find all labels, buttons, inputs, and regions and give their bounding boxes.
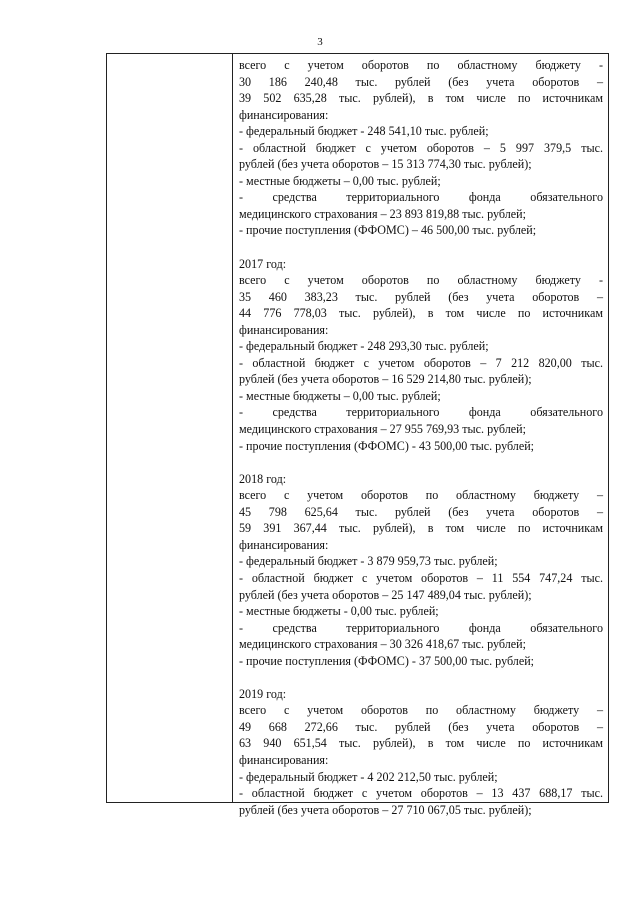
financing-line: финансирования:: [239, 107, 329, 122]
financing-line: рублей (без учета оборотов – 27 710 067,05 тыс. рублей);: [239, 802, 532, 817]
financing-line: 35 460 383,23 тыс. рублей (без учета оборотов –: [239, 289, 603, 304]
financing-line: финансирования:: [239, 537, 329, 552]
financing-line: - федеральный бюджет - 4 202 212,50 тыс. рублей;: [239, 769, 498, 784]
financing-line: - местные бюджеты – 0,00 тыс. рублей;: [239, 388, 441, 403]
financing-line: - прочие поступления (ФФОМС) - 43 500,00 тыс. рублей;: [239, 438, 535, 453]
page-number: 3: [317, 36, 323, 48]
financing-line: - местные бюджеты – 0,00 тыс. рублей;: [239, 173, 441, 188]
financing-line: финансирования:: [239, 752, 329, 767]
section-gap: [239, 239, 603, 256]
financing-line: - средства территориального фонда обязательного: [239, 620, 603, 635]
financing-line: - средства территориального фонда обязательного: [239, 405, 603, 420]
financing-line: - областной бюджет с учетом оборотов – 11 554 747,24 тыс.: [239, 570, 603, 585]
financing-line: медицинского страхования – 23 893 819,88 тыс. рублей;: [239, 206, 526, 221]
financing-line: рублей (без учета оборотов – 15 313 774,30 тыс. рублей);: [239, 157, 532, 172]
year-heading: 2017 год:: [239, 256, 287, 271]
financing-text-cell: [239, 57, 603, 818]
financing-line: финансирования:: [239, 322, 329, 337]
financing-line: - местные бюджеты - 0,00 тыс. рублей;: [239, 604, 439, 619]
financing-line: - областной бюджет с учетом оборотов – 5 997 379,5 тыс.: [239, 140, 603, 155]
financing-line: 59 391 367,44 тыс. рублей), в том числе по источникам: [239, 521, 603, 536]
financing-line: медицинского страхования – 27 955 769,93 тыс. рублей;: [239, 422, 526, 437]
financing-table: [106, 53, 609, 817]
financing-line: 45 798 625,64 тыс. рублей (без учета оборотов –: [239, 504, 603, 519]
financing-line: медицинского страхования – 30 326 418,67 тыс. рублей;: [239, 637, 526, 652]
financing-line: всего с учетом оборотов по областному бюджету –: [239, 488, 603, 503]
financing-line: рублей (без учета оборотов – 25 147 489,04 тыс. рублей);: [239, 587, 532, 602]
financing-line: - федеральный бюджет - 248 541,10 тыс. рублей;: [239, 124, 489, 139]
financing-line: рублей (без учета оборотов – 16 529 214,80 тыс. рублей);: [239, 372, 532, 387]
financing-line: всего с учетом оборотов по областному бюджету –: [239, 703, 603, 718]
section-gap: [239, 669, 603, 686]
financing-line: всего с учетом оборотов по областному бюджету -: [239, 273, 603, 288]
column-divider: [232, 54, 233, 802]
year-heading: 2018 год:: [239, 471, 287, 486]
financing-line: - областной бюджет с учетом оборотов – 13 437 688,17 тыс.: [239, 786, 603, 801]
financing-line: 63 940 651,54 тыс. рублей), в том числе по источникам: [239, 736, 603, 751]
financing-line: 39 502 635,28 тыс. рублей), в том числе по источникам: [239, 91, 603, 106]
financing-line: - прочие поступления (ФФОМС) - 37 500,00 тыс. рублей;: [239, 653, 535, 668]
financing-line: - областной бюджет с учетом оборотов – 7 212 820,00 тыс.: [239, 355, 603, 370]
financing-line: - федеральный бюджет - 3 879 959,73 тыс. рублей;: [239, 554, 498, 569]
financing-line: всего с учетом оборотов по областному бюджету -: [239, 58, 603, 72]
section-gap: [239, 454, 603, 471]
year-heading: 2019 год:: [239, 686, 287, 701]
financing-line: - федеральный бюджет - 248 293,30 тыс. рублей;: [239, 339, 489, 354]
financing-line: 49 668 272,66 тыс. рублей (без учета оборотов –: [239, 719, 603, 734]
financing-line: 44 776 778,03 тыс. рублей), в том числе по источникам: [239, 306, 603, 321]
financing-line: - прочие поступления (ФФОМС) – 46 500,00 тыс. рублей;: [239, 223, 537, 238]
financing-line: 30 186 240,48 тыс. рублей (без учета оборотов –: [239, 74, 603, 89]
financing-line: - средства территориального фонда обязательного: [239, 190, 603, 205]
